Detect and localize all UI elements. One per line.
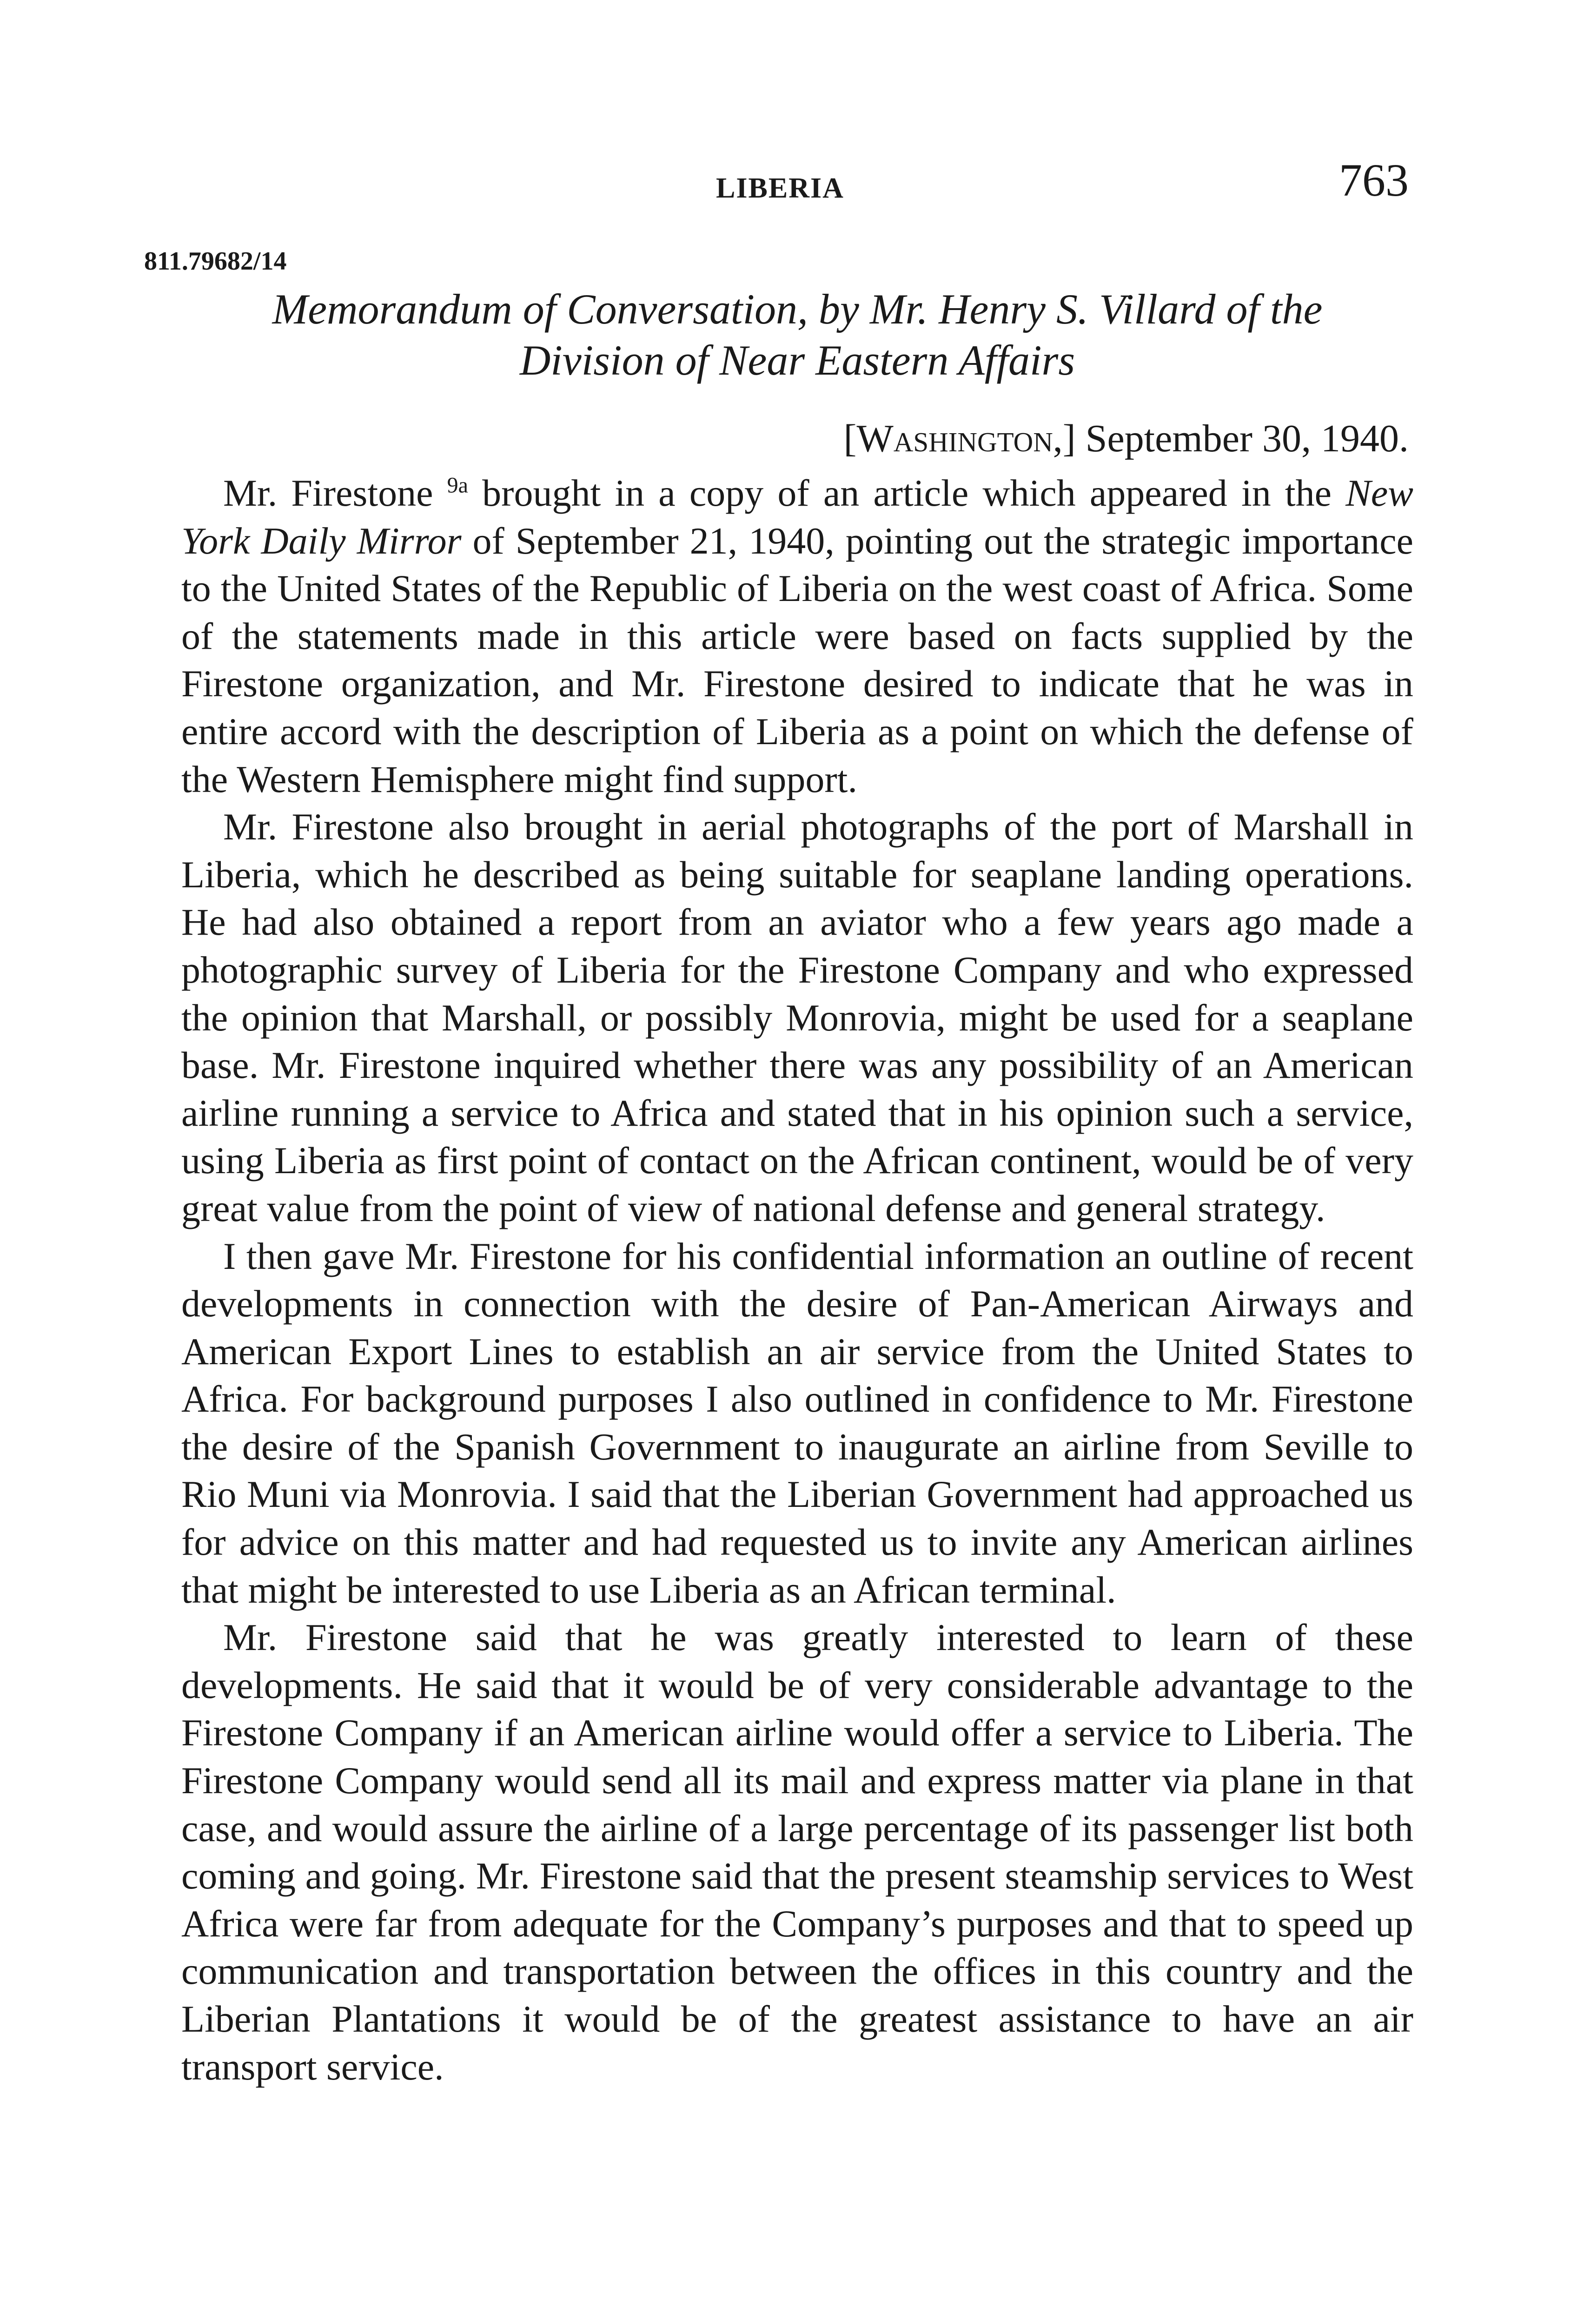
paragraph-1-mid: brought in a copy of an article which appeared in the — [468, 472, 1346, 514]
dateline-date: September 30, 1940. — [1085, 417, 1409, 460]
running-head: LIBERIA — [716, 172, 844, 204]
paragraph-4: Mr. Firestone said that he was greatly interested to learn of these developments. He said that it would be of very considerable advantage to the Firestone Company if an American airline would offer a service to Liberia. The Firestone Company would send all its mail and express matter via plane in that case, and would assure the airline of a large percentage of its passenger list both coming and going. Mr. Firestone said that the present steamship services to West Africa were far from adequate for the Company’s purposes and that to speed up communication and transportation between the offices in this country and the Liberian Plantations it would be of the greatest assistance to have an air transport service. — [181, 1616, 1413, 2088]
page-number: 763 — [1339, 154, 1409, 206]
dateline-place: [Washington,] — [843, 417, 1076, 460]
title-line-2: Division of Near Eastern Affairs — [519, 337, 1075, 384]
title-line-1: Memorandum of Conversation, by Mr. Henry S. Villard of the — [272, 285, 1323, 333]
paragraph-1-start: Mr. Firestone — [223, 472, 447, 514]
paragraph-1-end: of September 21, 1940, pointing out the strategic importance to the United States of the Republic of Liberia on the west coast of Africa. Some of the statements made in this article were based on facts supplied by the Firestone organization, and Mr. Firestone desired to indicate that he was in entire accord with the description of Liberia as a point on which the defense of the Western Hemisphere might find support. — [181, 519, 1413, 800]
dateline — [843, 416, 1409, 461]
paragraph-3: I then gave Mr. Firestone for his confidential information an outline of recent developments in connection with the desire of Pan-American Airways and American Export Lines to establish an air service from the United States to Africa. For background purposes I also outlined in confidence to Mr. Firestone the desire of the Spanish Government to inaugurate an airline from Seville to Rio Muni via Monrovia. I said that the Liberian Government had approached us for advice on this matter and had requested us to invite any American airlines that might be interested to use Liberia as an African terminal. — [181, 1235, 1413, 1611]
memorandum-body — [181, 469, 1413, 2091]
paragraph-2: Mr. Firestone also brought in aerial photographs of the port of Marshall in Liberia, which he described as being suitable for seaplane landing operations. He had also obtained a report from an aviator who a few years ago made a photographic survey of Liberia for the Firestone Company and who expressed the opinion that Marshall, or possibly Monrovia, might be used for a seaplane base. Mr. Firestone inquired whether there was any possibility of an American airline running a service to Africa and stated that in his opinion such a service, using Liberia as first point of contact on the African continent, would be of very great value from the point of view of national defense and general strategy. — [181, 805, 1413, 1229]
footnote-reference: 9a — [447, 473, 468, 498]
file-number: 811.79682/14 — [144, 247, 287, 276]
newspaper-title: New York Daily Mirror — [181, 472, 1413, 562]
paragraph-1 — [181, 469, 1413, 803]
memorandum-title — [181, 284, 1413, 386]
